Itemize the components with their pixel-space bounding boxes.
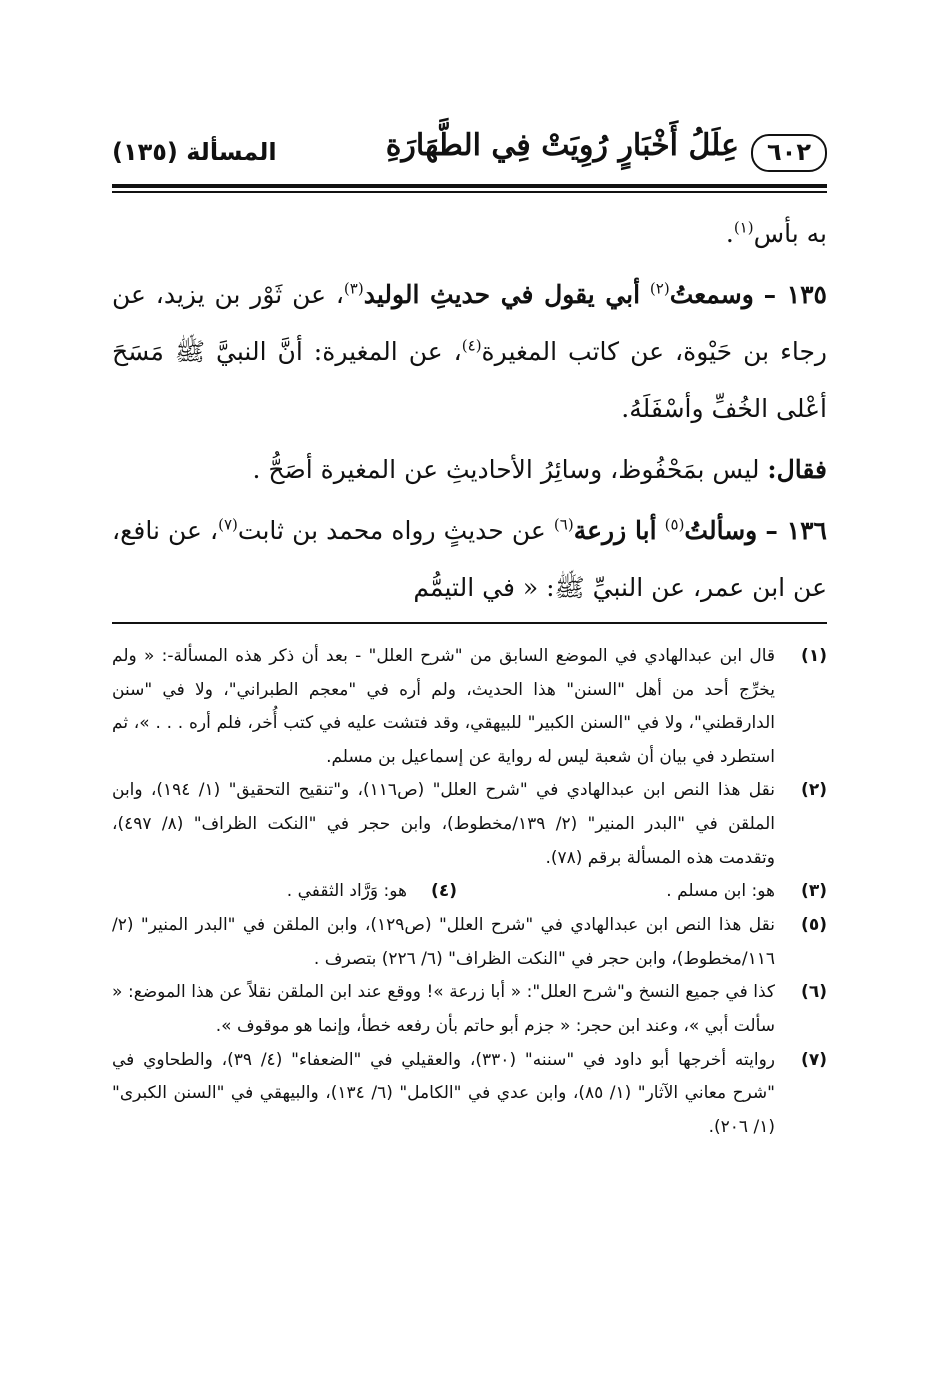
paragraph-135: ١٣٥ – وسمعتُ$^{(٢)}$ أبي يقول في حديثِ الوليد$^{(٣)}$، عن ثَوْر بن يزيد، عن رجاء بن حَيْوة، عن كاتب المغيرة$^{(٤)}$، عن المغيرة: أنَّ النبيَّ ﷺ مَسَحَ أعْلى الخُفِّ وأسْفَلَهُ. [112,279,827,423]
book-title: عِلَلُ أَخْبَارٍ رُوِيَتْ فِي الطَّهَارَةِ [385,128,739,163]
main-text [112,205,827,616]
footnote-6: (٦) كذا في جميع النسخ و"شرح العلل": « أبا زرعة »! ووقع عند ابن الملقن نقلاً عن هذا الموضع: « سألت أبي »، وعند ابن حجر: « جزم أبو حاتم بأن رفعه خطأ، وإنما هو موقوف ». [112,982,827,1036]
footnote-separator [112,622,827,624]
paragraph-136: ١٣٦ – وسألتُ$^{(٥)}$ أبا زرعة$^{(٦)}$ عن حديثٍ رواه محمد بن ثابت$^{(٧)}$، عن نافع، عن ابن عمر، عن النبيِّ ﷺ: « في التيمُّم [112,515,827,602]
header-rule-thick [112,184,827,188]
footnote-2: (٢) نقل هذا النص ابن عبدالهادي في "شرح العلل" (ص١١٦)، و"تنقيح التحقيق" (١/ ١٩٤)، وابن الملقن في "البدر المنير" (٢/ ١٣٩/مخطوط)، وابن حجر في "النكت الظراف" (٨/ ٤٩٧)، وتقدمت هذه المسألة برقم (٧٨). [112,780,827,868]
header-rule-thin [112,191,827,193]
section-label: المسألة (١٣٥) [112,138,277,166]
footnote-3-4: (٣) هو: ابن مسلم . (٤) هو: وَرَّاد الثقفي . [112,875,827,909]
footnote-3: هو: ابن مسلم . [666,881,775,902]
entry-number: ١٣٦ – [765,516,827,545]
page-header [112,128,827,178]
footnote-5: (٥) نقل هذا النص ابن عبدالهادي في "شرح العلل" (ص١٢٩)، وابن الملقن في "البدر المنير" (٢/ ١١٦/مخطوط)، وابن حجر في "النكت الظراف" (٦/ ٢٢٦) بتصرف . [112,915,827,969]
footnote-7: (٧) روايته أخرجها أبو داود في "سننه" (٣٣٠)، والعقيلي في "الضعفاء" (٤/ ٣٩)، والطحاوي في "شرح معاني الآثار" (١/ ٨٥)، وابن عدي في "الكامل" (٦/ ١٣٤)، والبيهقي في "السنن الكبرى" (١/ ٢٠٦). [112,1049,827,1137]
paragraph-answer: فقال: ليس بمَحْفُوظ، وسائِرُ الأحاديثِ عن المغيرة أصَحُّ . [252,455,827,484]
footnote-1: (١) قال ابن عبدالهادي في الموضع السابق من "شرح العلل" - بعد أن ذكر هذه المسألة-: « ولم يخرِّج أحد من أهل "السنن" هذا الحديث، ولم أره في "معجم الطبراني"، ولا في "سنن الدارقطني"، ولا في "السنن الكبير" للبيهقي، وقد فتشت عليه في كتب أُخر، فلم أره . . . »، ثم استطرد في بيان أن شعبة ليس له رواية عن إسماعيل بن مسلم. [112,646,827,767]
footnotes [112,640,827,1144]
entry-number: ١٣٥ – [763,280,827,309]
page-number: ٦٠٢ [751,134,827,172]
footnote-4: هو: وَرَّاد الثقفي . [286,881,407,902]
paragraph-continuation: به بأس$^{(١)}$. [725,218,827,248]
